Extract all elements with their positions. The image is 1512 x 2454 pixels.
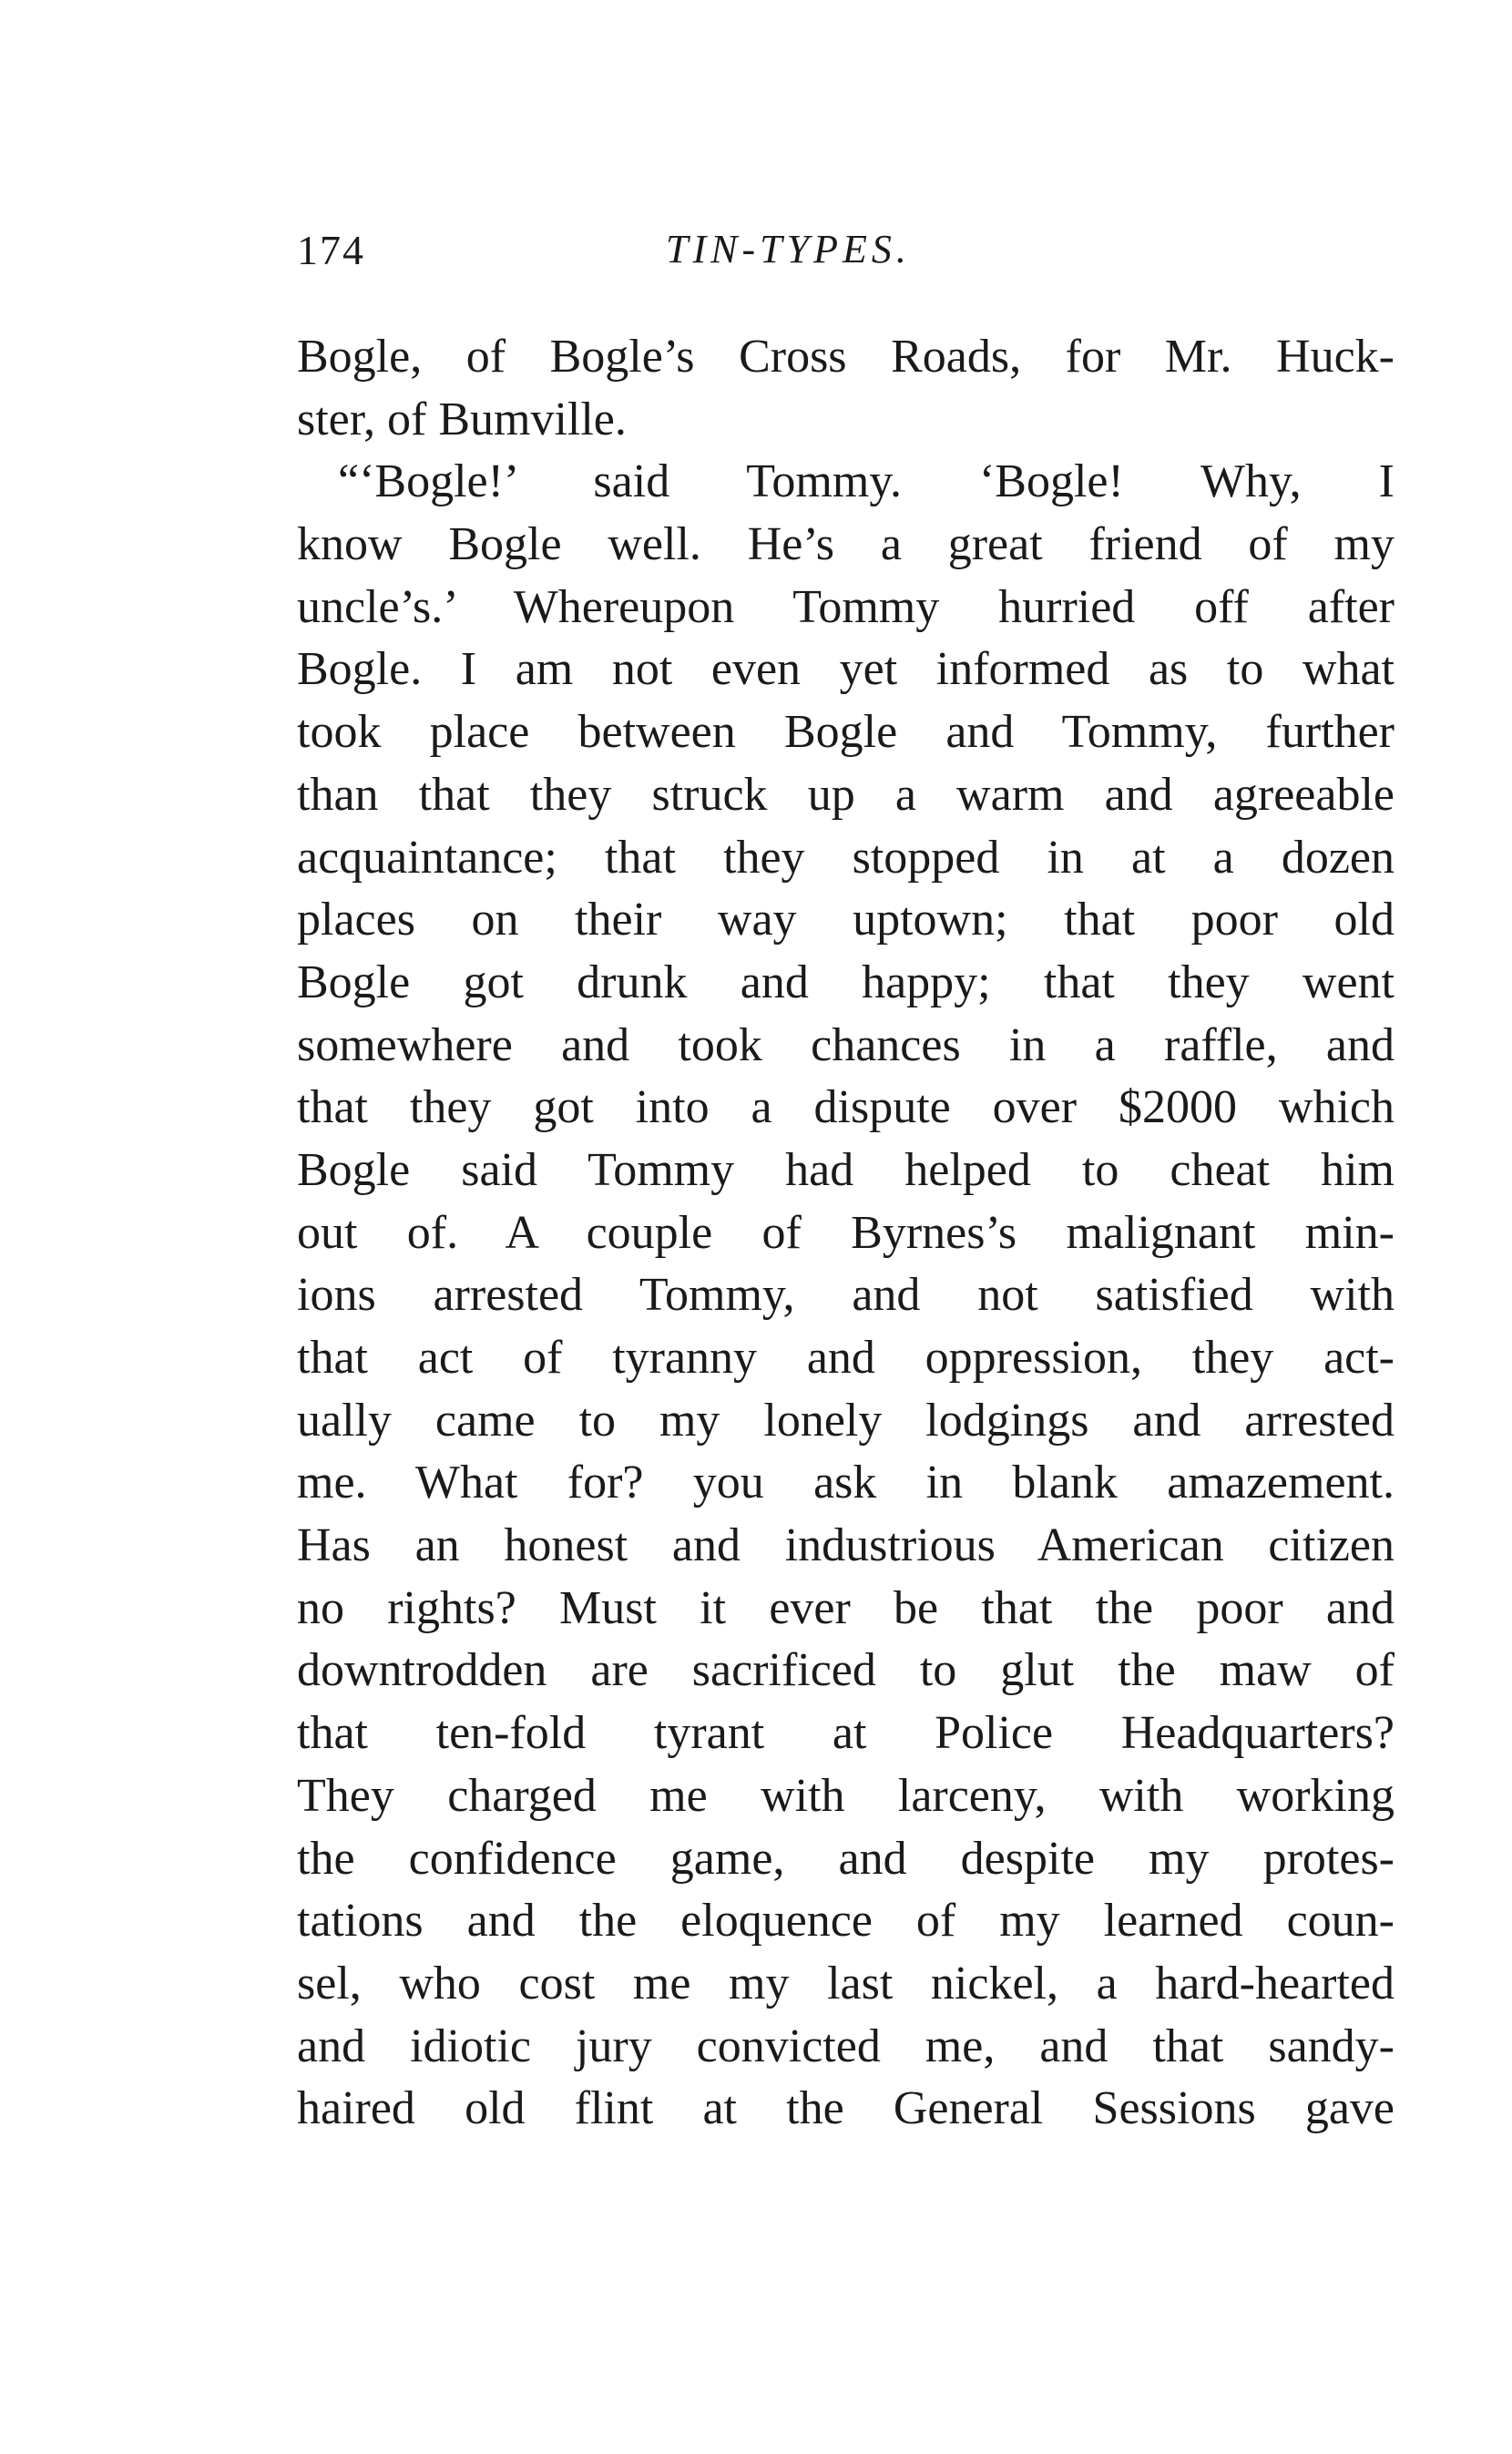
text-line: uncle’s.’ Whereupon Tommy hurried off after <box>297 580 1395 633</box>
text-line: that ten-fold tyrant at Police Headquarters? <box>297 1707 1395 1760</box>
text-line: me. What for? you ask in blank amazement. <box>297 1457 1395 1509</box>
text-line: and idiotic jury convicted me, and that sandy- <box>297 2019 1395 2072</box>
text-line: no rights? Must it ever be that the poor and <box>297 1581 1395 1634</box>
text-line: somewhere and took chances in a raffle, and <box>297 1018 1395 1071</box>
text-line: that they got into a dispute over $2000 which <box>297 1081 1395 1134</box>
running-head <box>297 226 1395 281</box>
text-line: than that they struck up a warm and agreeable <box>297 768 1395 821</box>
text-line: acquaintance; that they stopped in at a dozen <box>297 831 1395 884</box>
text-line: places on their way uptown; that poor old <box>297 894 1395 946</box>
text-line: “‘Bogle!’ said Tommy. ‘Bogle! Why, I <box>338 455 1395 508</box>
text-line: tations and the eloquence of my learned coun- <box>297 1895 1395 1948</box>
text-line: sel, who cost me my last nickel, a hard-hearted <box>297 1957 1395 2009</box>
text-line: They charged me with larceny, with working <box>297 1769 1395 1822</box>
text-line: Bogle got drunk and happy; that they went <box>297 956 1395 1008</box>
text-line: Has an honest and industrious American citizen <box>297 1519 1395 1572</box>
text-line: Bogle, of Bogle’s Cross Roads, for Mr. Huck- <box>297 331 1395 383</box>
text-line: Bogle. I am not even yet informed as to what <box>297 643 1395 696</box>
text-line: the confidence game, and despite my protes- <box>297 1832 1395 1885</box>
text-line: ually came to my lonely lodgings and arrested <box>297 1394 1395 1447</box>
text-line: know Bogle well. He’s a great friend of my <box>297 518 1395 571</box>
body-text <box>297 326 1395 2141</box>
text-line: downtrodden are sacrificed to glut the maw of <box>297 1644 1395 1697</box>
text-line: ions arrested Tommy, and not satisfied with <box>297 1269 1395 1322</box>
text-line: that act of tyranny and oppression, they act- <box>297 1332 1395 1384</box>
text-line: took place between Bogle and Tommy, further <box>297 706 1395 759</box>
text-line: Bogle said Tommy had helped to cheat him <box>297 1143 1395 1196</box>
running-title: TIN-TYPES. <box>666 227 911 271</box>
text-line: out of. A couple of Byrnes’s malignant min- <box>297 1206 1395 1259</box>
text-line: ster, of Bumville. <box>297 393 627 445</box>
page-number: 174 <box>297 227 365 273</box>
text-line: haired old flint at the General Sessions gave <box>297 2082 1395 2135</box>
